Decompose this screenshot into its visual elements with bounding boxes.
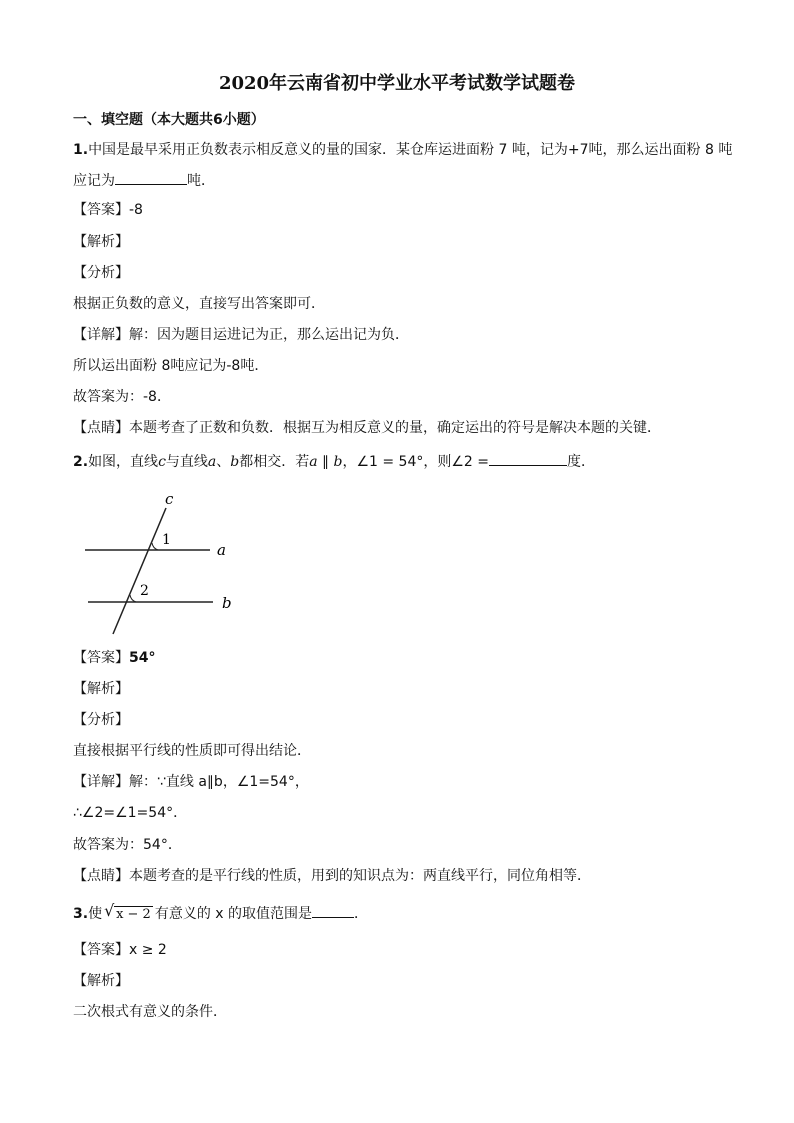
q2-detail-text: 解：∵直线 a∥b，∠1=54°， [129,774,309,790]
q3-text-p2: 有意义的 x 的取值范围是 [154,906,313,922]
q1-detail [73,325,409,345]
q2-detail-tag: 【详解】 [73,774,129,790]
q3-text: 二次根式有意义的条件． [73,1004,227,1020]
q1-answer-blank [115,170,187,185]
q2-var-c: c [158,454,166,470]
q2-jiexi: 【解析】 [73,681,129,697]
q2-detail [73,772,309,792]
q3-answer-tag: 【答案】 [73,942,129,958]
q2-text-p6: 度． [567,454,596,470]
q2-var-b2: b [333,454,343,470]
q2-text-p5: ，∠1 = 54°，则∠2 = [342,454,490,470]
label-c: c [165,490,174,508]
q2-var-a2: a [309,454,318,470]
q1-answer-value: -8 [129,202,143,218]
q1-detail3: 故答案为：-8． [73,389,171,405]
q2-stem [73,451,595,472]
angle-2-arc [130,595,136,602]
q1-detail2: 所以运出面粉 8吨应记为-8吨． [73,358,269,374]
section-heading: 一、填空题（本大题共6小题） [73,112,265,128]
q1-text-line2b: 吨． [187,173,215,189]
radical-sign-icon: √ [104,901,115,920]
q3-stem [73,903,368,925]
label-a: a [217,541,226,559]
q3-radicand: x − 2 [116,907,151,922]
q2-var-b: b [230,454,240,470]
q1-text-line2a: 应记为 [73,173,115,189]
q1-dianjing-text: 本题考查了正数和负数．根据互为相反意义的量，确定运出的符号是解决本题的关键． [129,420,661,436]
q3-number: 3. [73,906,89,922]
parallel-lines-figure [80,488,240,638]
page-title: 2020年云南省初中学业水平考试数学试题卷 [218,73,576,94]
q2-parallel-symbol: ∥ [317,454,334,470]
q2-text-p4: 都相交．若 [239,454,310,470]
q3-answer-value: x ≥ 2 [129,942,167,958]
label-angle-1: 1 [162,532,171,548]
q3-text-p3: ． [354,906,369,922]
q1-stem-line2 [73,170,215,191]
q2-answer [73,648,155,668]
q2-number: 2. [73,454,89,470]
label-angle-2: 2 [140,583,149,599]
q2-detail2: ∴∠2=∠1=54°． [73,805,188,821]
line-c [113,508,166,634]
q2-answer-value: 54° [129,650,156,666]
q2-detail3: 故答案为：54°． [73,837,182,853]
angle-1-arc [152,543,158,550]
q2-answer-blank [489,451,567,466]
q1-fenxi: 【分析】 [73,265,129,281]
q1-detail-text: 解：因为题目运进记为正，那么运出记为负． [129,327,409,343]
q1-dianjing-tag: 【点睛】 [73,420,129,436]
q3-answer-blank [312,903,354,918]
label-b: b [222,594,232,612]
q2-dianjing-tag: 【点睛】 [73,868,129,884]
q2-text-p3: 、 [216,454,231,470]
q2-var-a: a [207,454,217,470]
q1-jiexi: 【解析】 [73,234,129,250]
q2-fenxi: 【分析】 [73,712,129,728]
q1-answer-tag: 【答案】 [73,202,129,218]
q1-text-line1: 中国是最早采用正负数表示相反意义的量的国家．某仓库运进面粉 7 吨，记为+7吨，那么运出面粉 8 吨 [88,142,733,158]
q2-dianjing [73,866,591,886]
q2-text-p1: 如图，直线 [88,454,159,470]
q1-answer [73,200,143,220]
q3-text-p1: 使 [88,906,103,922]
q1-dianjing [73,418,661,438]
q3-answer [73,940,167,960]
q1-number: 1. [73,142,89,158]
q2-text-p2: 与直线 [165,454,208,470]
q1-stem-line1 [73,140,732,160]
q2-dianjing-text: 本题考查的是平行线的性质，用到的知识点为：两直线平行，同位角相等． [129,868,591,884]
sqrt-expression [104,901,153,925]
q2-answer-tag: 【答案】 [73,650,129,666]
q1-detail-tag: 【详解】 [73,327,129,343]
q2-fenxi-text: 直接根据平行线的性质即可得出结论． [73,743,311,759]
q1-fenxi-text: 根据正负数的意义，直接写出答案即可． [73,296,325,312]
q3-jiexi: 【解析】 [73,973,129,989]
